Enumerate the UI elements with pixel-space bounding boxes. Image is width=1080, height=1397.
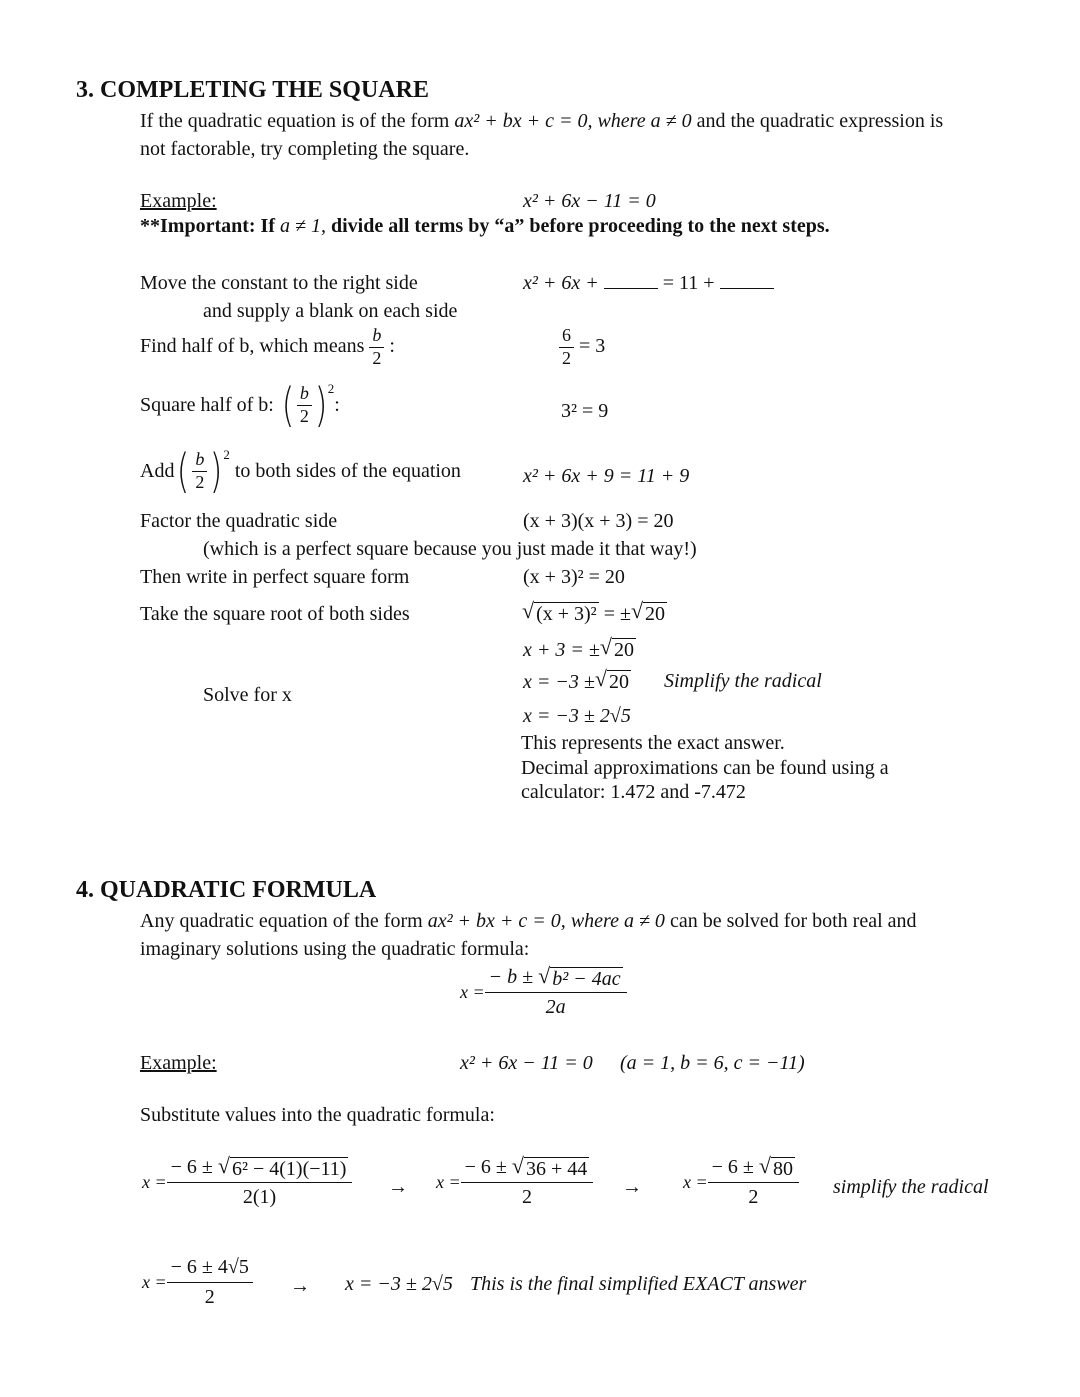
- s3-intro-line-1: [140, 110, 943, 133]
- step-half-text: Find half of b, which means: [140, 334, 365, 357]
- simplified-fraction: [142, 1255, 253, 1310]
- move-eq-left: x² + 6x +: [523, 272, 599, 294]
- simplify-radical-note-2: simplify the radical: [833, 1176, 989, 1198]
- fraction-numerator: − 6 ± 4√5: [167, 1255, 253, 1283]
- s4-where: where: [570, 910, 619, 932]
- move-eq-mid: = 11 +: [662, 272, 715, 294]
- b-over-2-squared: [174, 444, 230, 498]
- blank-line-left: [604, 274, 658, 289]
- formula-fraction: [708, 1155, 799, 1210]
- s4-intro-line-2: imaginary solutions using the quadratic formula:: [140, 938, 530, 960]
- fraction-numerator: b: [192, 450, 207, 472]
- formula-fraction: [485, 965, 627, 1020]
- simplify-radical-note: Simplify the radical: [664, 670, 822, 692]
- step-square-result: 3² = 9: [561, 400, 609, 422]
- exponent: 2: [327, 381, 335, 396]
- left-paren: (: [281, 378, 295, 432]
- x-equals: x =: [683, 1172, 708, 1193]
- fraction-denominator: 2: [204, 1286, 215, 1308]
- step-add-text-1: Add: [140, 459, 175, 482]
- sqrt-icon: √: [594, 666, 607, 691]
- right-paren: ): [314, 378, 328, 432]
- left-paren: (: [177, 444, 190, 498]
- solve-line-3: [523, 668, 631, 694]
- fraction-numerator: [485, 965, 627, 993]
- important-condition: a ≠ 1,: [280, 215, 326, 237]
- step-add: [140, 444, 461, 498]
- step-perfect-equation: (x + 3)² = 20: [523, 566, 625, 588]
- b-over-2-fraction: [297, 384, 312, 427]
- section-3-heading: 3. COMPLETING THE SQUARE: [76, 77, 429, 103]
- fraction-numerator: b: [369, 326, 384, 348]
- f1-left: − 6 ±: [170, 1156, 213, 1178]
- radical: [512, 1155, 589, 1180]
- step-half-colon: :: [389, 334, 395, 357]
- exact-answer-line-2: Decimal approximations can be found using a: [521, 757, 889, 779]
- radical: [600, 636, 636, 661]
- radical: [218, 1155, 349, 1180]
- fraction-numerator: [167, 1155, 353, 1183]
- radicand: 20: [645, 603, 666, 625]
- radicand: 36 + 44: [525, 1158, 588, 1180]
- b-over-2-squared: [279, 378, 335, 432]
- section-4-heading: 4. QUADRATIC FORMULA: [76, 877, 377, 903]
- step-square-colon: :: [334, 393, 340, 416]
- radical: [631, 600, 667, 625]
- fraction-numerator: [708, 1155, 799, 1183]
- important-text-1: **Important: If: [140, 215, 275, 237]
- formula-fraction: [167, 1155, 353, 1210]
- radicand: 80: [772, 1158, 793, 1180]
- sqrt-icon: √: [538, 963, 551, 988]
- x-equals: x =: [436, 1172, 461, 1193]
- fraction-numerator: [461, 1155, 594, 1183]
- s3-example-equation: x² + 6x − 11 = 0: [523, 190, 656, 212]
- step-root-text: Take the square root of both sides: [140, 603, 410, 625]
- radicand: b² − 4ac: [552, 968, 621, 990]
- s4-intro-text: Any quadratic equation of the form: [140, 910, 423, 932]
- sqrt-icon: √: [630, 598, 644, 623]
- sqrt-icon: √: [758, 1153, 771, 1178]
- step-move-text-2: and supply a blank on each side: [203, 300, 458, 322]
- substituted-formula-1: [142, 1155, 352, 1210]
- radicand: 6² − 4(1)(−11): [231, 1158, 347, 1180]
- line2-left: x + 3 = ±: [523, 639, 600, 661]
- step-add-text-2: to both sides of the equation: [234, 459, 461, 482]
- step-root-equation: [522, 600, 667, 626]
- substituted-formula-3: [683, 1155, 799, 1210]
- step-square-text: Square half of b:: [140, 393, 274, 416]
- s3-intro-text: If the quadratic equation is of the form: [140, 110, 450, 132]
- important-note: [140, 215, 830, 238]
- fraction-numerator: 6: [559, 326, 574, 348]
- solve-line-4: x = −3 ± 2√5: [523, 705, 631, 727]
- substitute-text: Substitute values into the quadratic formula:: [140, 1104, 495, 1126]
- sqrt-icon: √: [511, 1153, 524, 1178]
- s4-example-label: Example:: [140, 1052, 217, 1074]
- radical: [595, 668, 631, 693]
- step-add-equation: x² + 6x + 9 = 11 + 9: [523, 465, 690, 487]
- exact-answer-line-3: calculator: 1.472 and -7.472: [521, 781, 746, 803]
- s3-intro-text-2: and the quadratic expression is: [696, 110, 944, 132]
- s3-example-label: Example:: [140, 190, 217, 212]
- f2-left: − 6 ±: [464, 1156, 507, 1178]
- fraction-denominator: 2: [372, 347, 382, 368]
- step-factor-note: (which is a perfect square because you just made it that way!): [203, 538, 697, 560]
- substituted-formula-2: [436, 1155, 593, 1210]
- s3-form-equation: ax² + bx + c = 0,: [454, 110, 593, 132]
- six-over-two-fraction: [559, 326, 574, 369]
- step-solve-text: Solve for x: [203, 684, 292, 706]
- step-factor-equation: (x + 3)(x + 3) = 20: [523, 510, 674, 532]
- final-equation: x = −3 ± 2√5: [345, 1273, 453, 1295]
- s4-intro-text-2: can be solved for both real and: [669, 910, 917, 932]
- step-factor-text: Factor the quadratic side: [140, 510, 338, 532]
- exact-answer-line-1: This represents the exact answer.: [521, 732, 785, 754]
- important-text-2: divide all terms by “a” before proceeding to the next steps.: [330, 215, 830, 237]
- blank-line-right: [720, 274, 774, 289]
- s3-condition: a ≠ 0: [650, 110, 692, 132]
- final-note: This is the final simplified EXACT answer: [470, 1273, 807, 1295]
- line3-left: x = −3 ±: [523, 671, 595, 693]
- formula-x: x =: [460, 982, 485, 1003]
- root-eq-mid: = ±: [603, 603, 631, 625]
- right-paren: ): [210, 444, 223, 498]
- fraction-denominator: 2: [748, 1186, 759, 1208]
- s4-form-equation: ax² + bx + c = 0,: [427, 910, 566, 932]
- b-over-2-fraction: [369, 326, 384, 369]
- fraction-denominator: 2: [521, 1186, 532, 1208]
- fraction-denominator: 2a: [545, 996, 566, 1018]
- s4-condition: a ≠ 0: [623, 910, 665, 932]
- solve-line-2: [523, 636, 636, 662]
- formula-fraction: [167, 1255, 253, 1310]
- radical: [522, 600, 599, 625]
- formula-num-left: − b ±: [488, 966, 534, 988]
- sqrt-icon: √: [599, 634, 612, 659]
- fraction-denominator: 2: [299, 405, 309, 426]
- x-equals: x =: [142, 1272, 167, 1293]
- fraction-denominator: 2: [562, 347, 571, 368]
- fraction-denominator: 2(1): [242, 1186, 277, 1208]
- fraction-numerator: b: [297, 384, 312, 406]
- s3-intro-line-2: not factorable, try completing the square.: [140, 138, 470, 160]
- sqrt-icon: √: [522, 598, 535, 623]
- exponent: 2: [223, 447, 230, 462]
- step-move-text-1: Move the constant to the right side: [140, 272, 418, 294]
- step-half-result: [559, 326, 605, 369]
- arrow-icon: →: [622, 1176, 642, 1198]
- f3-left: − 6 ±: [711, 1156, 754, 1178]
- radicand: (x + 3)²: [536, 603, 597, 625]
- step-half: [140, 326, 395, 369]
- radicand: 20: [613, 639, 634, 661]
- s4-intro-line-1: [140, 910, 917, 933]
- quadratic-formula: [460, 965, 627, 1020]
- radicand: 20: [608, 671, 629, 693]
- arrow-icon: →: [290, 1275, 310, 1297]
- sqrt-icon: √: [217, 1153, 230, 1178]
- step-move-equation: [523, 272, 774, 295]
- b-over-2-fraction: [192, 450, 207, 493]
- fraction-denominator: 2: [195, 471, 205, 492]
- step-perfect-text: Then write in perfect square form: [140, 566, 410, 588]
- s4-example-equation: x² + 6x − 11 = 0: [460, 1052, 593, 1074]
- x-equals: x =: [142, 1172, 167, 1193]
- arrow-icon: →: [388, 1176, 408, 1198]
- radical: [538, 965, 622, 990]
- s3-where: where: [597, 110, 646, 132]
- radical: [759, 1155, 795, 1180]
- formula-fraction: [461, 1155, 594, 1210]
- step-square: [140, 378, 340, 432]
- half-result-value: = 3: [579, 334, 606, 357]
- s4-coefficients: (a = 1, b = 6, c = −11): [620, 1052, 805, 1074]
